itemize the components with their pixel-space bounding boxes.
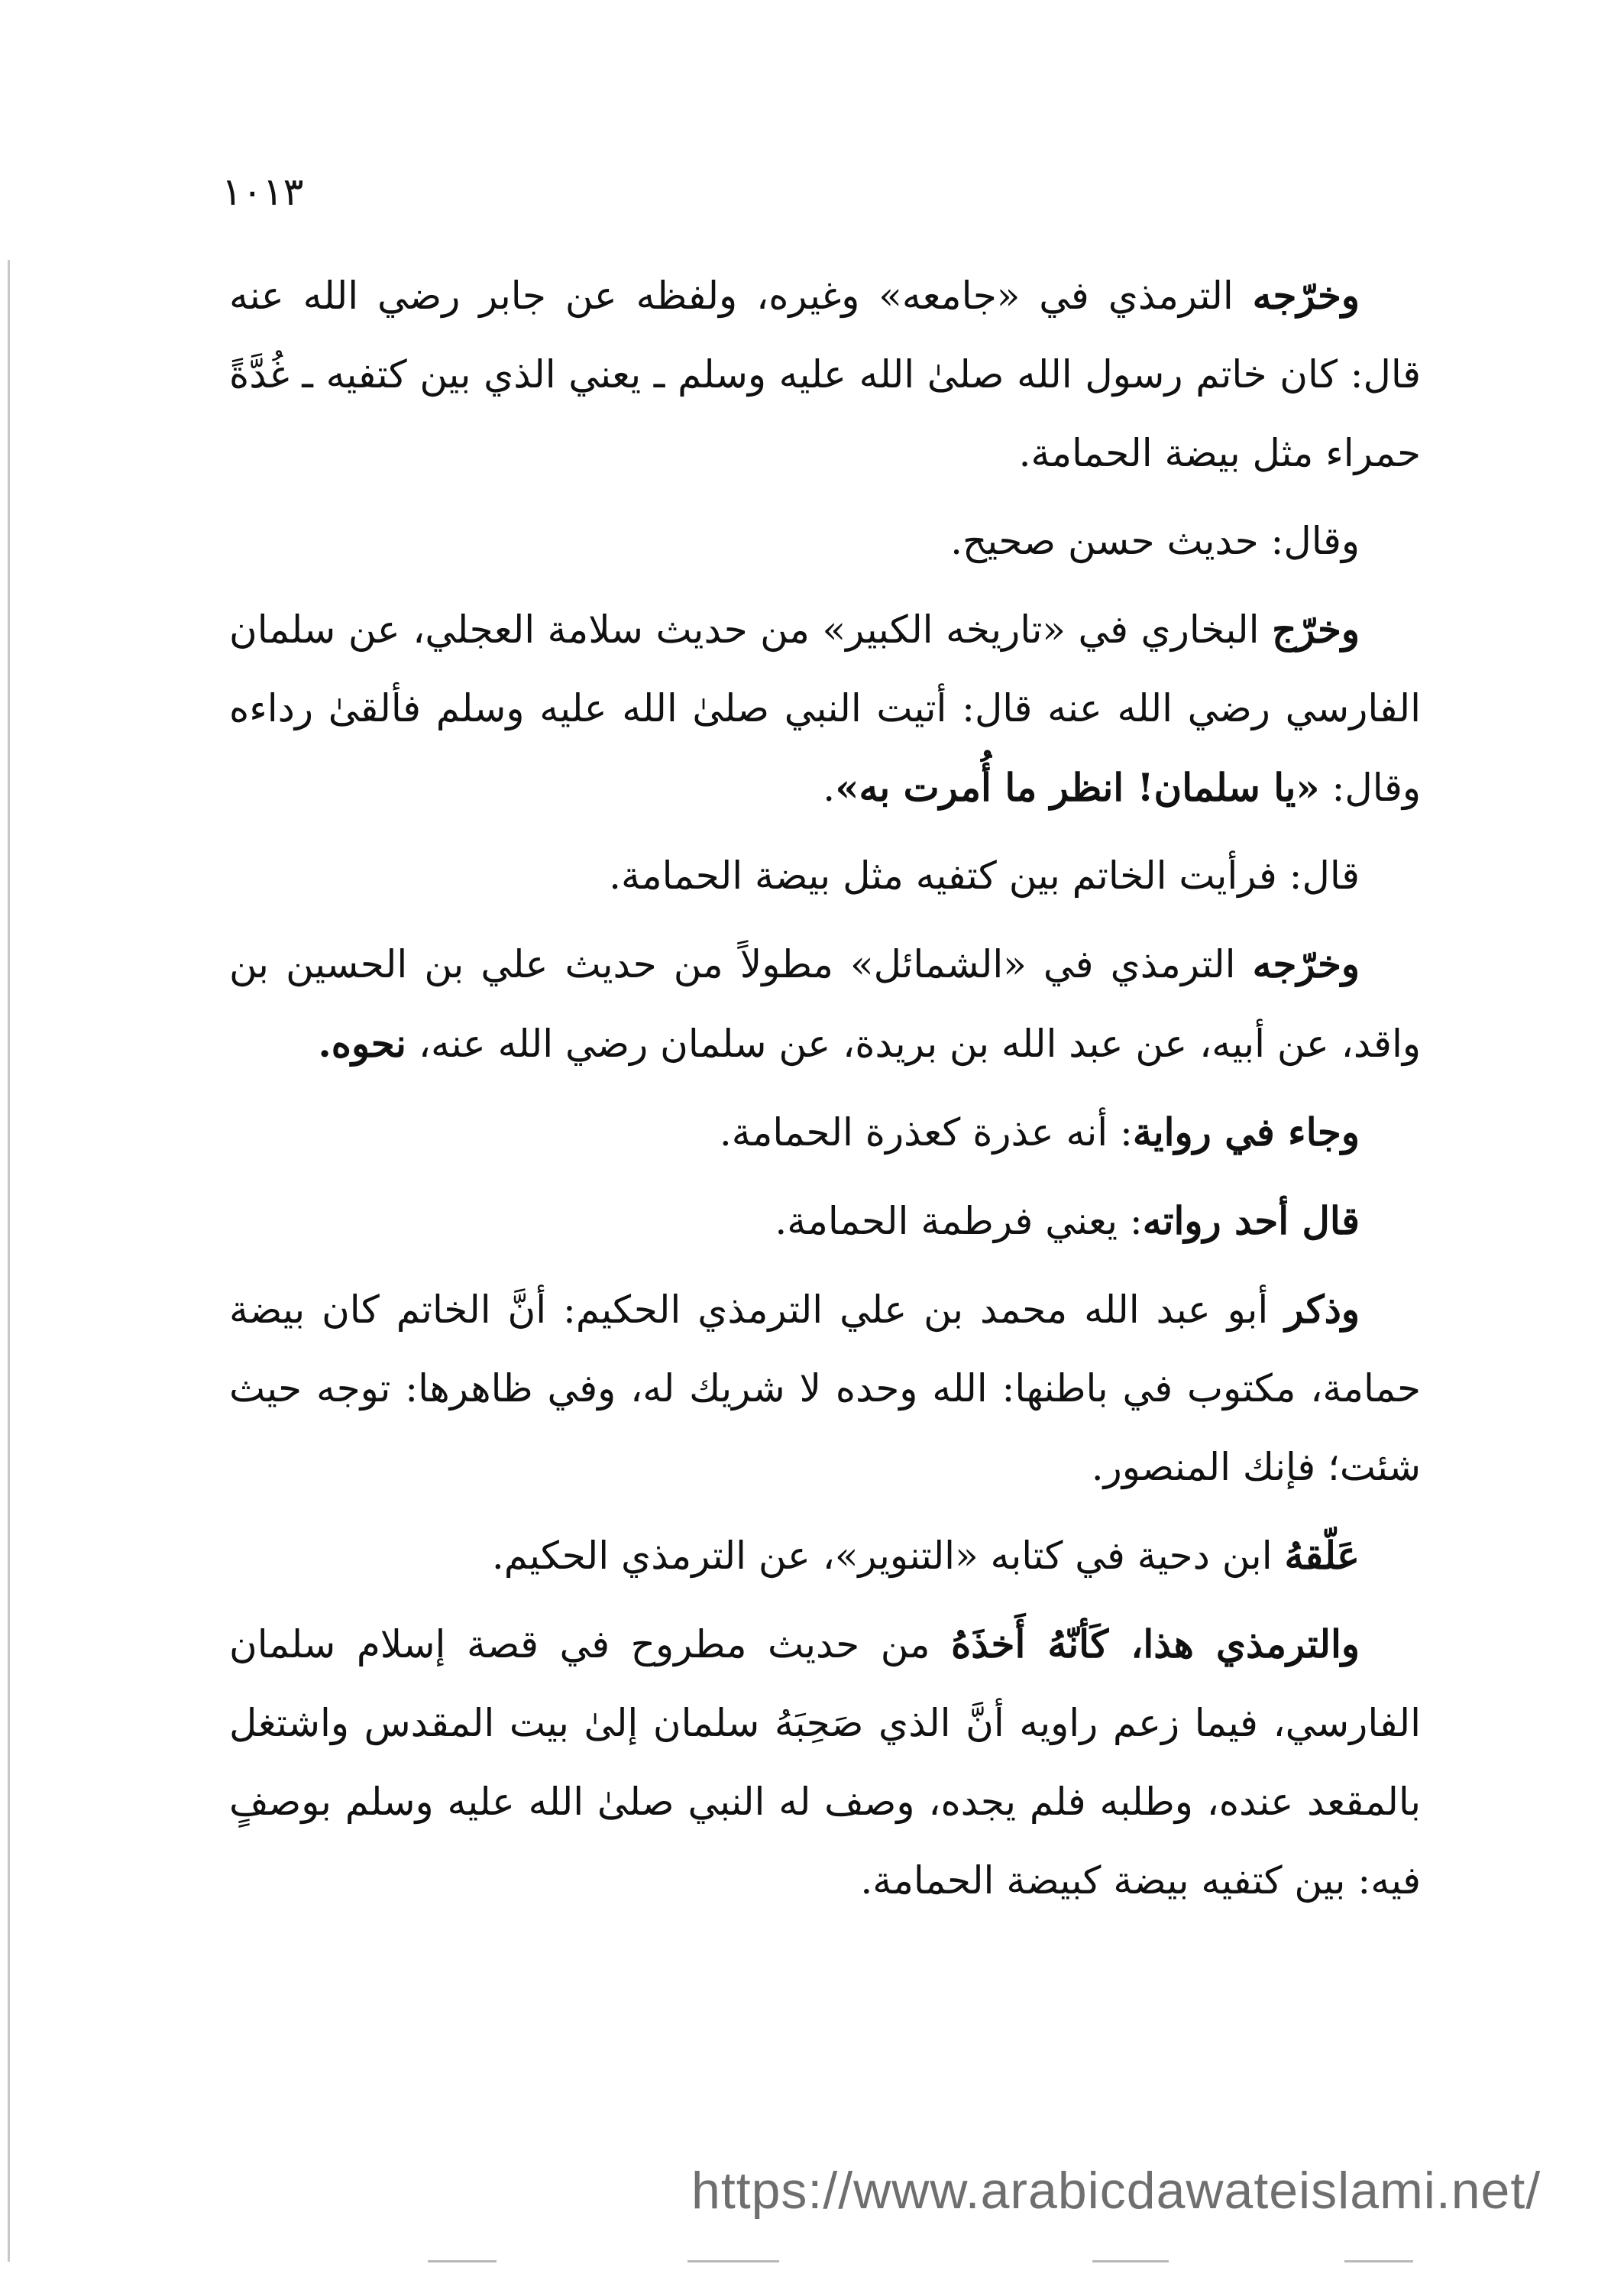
text-run: : يعني فرطمة الحمامة. xyxy=(775,1199,1143,1243)
paragraph xyxy=(229,1181,1421,1261)
bold-phrase: قال أحد رواته xyxy=(1142,1198,1360,1243)
text-run: الترمذي في «جامعه» وغيره، ولفظه عن جابر رضي الله عنه قال: كان خاتم رسول الله صلىٰ الله عليه وسلم ـ يعني الذي بين كتفيه ـ غُدَّةً حمراء مثل بيضة الحمامة. xyxy=(229,274,1421,475)
bold-phrase: والترمذي هذا، كَأنّهُ أَخذَهُ xyxy=(951,1621,1360,1666)
watermark-url: https://www.arabicdawateislami.net/ xyxy=(691,2162,1542,2220)
paragraph xyxy=(229,925,1421,1083)
text-run: الترمذي في «الشمائل» مطولاً من حديث علي بن الحسين بن واقد، عن أبيه، عن عبد الله بن بريدة، عن سلمان رضي الله عنه، xyxy=(229,942,1421,1066)
paragraph xyxy=(229,590,1421,828)
bold-phrase: وخرّج xyxy=(1272,607,1360,652)
paragraph xyxy=(229,837,1421,915)
bold-phrase: وخرّجه xyxy=(1252,273,1360,318)
bold-phrase: «يا سلمان! انظر ما أُمرت به» xyxy=(835,765,1320,810)
bottom-rule xyxy=(687,2260,779,2262)
text-run: أبو عبد الله محمد بن علي الترمذي الحكيم: أنَّ الخاتم كان بيضة حمامة، مكتوب في باطنها: الله وحده لا شريك له، وفي ظاهرها: توجه حيث شئت؛ فإنك المنصور. xyxy=(229,1287,1421,1489)
text-run: قال: فرأيت الخاتم بين كتفيه مثل بيضة الحمامة. xyxy=(609,853,1360,898)
page-number: ١٠١٣ xyxy=(222,170,304,214)
paragraph xyxy=(229,1093,1421,1172)
text-run: . xyxy=(823,766,836,810)
text-run: من حديث مطروح في قصة إسلام سلمان الفارسي، فيما زعم راويه أنَّ الذي صَحِبَهُ سلمان إلىٰ بيت المقدس واشتغل بالمقعد عنده، وطلبه فلم يجده، وصف له النبي صلىٰ الله عليه وسلم بوصفٍ فيه: بين كتفيه بيضة كبيضة الحمامة. xyxy=(229,1622,1421,1903)
bold-phrase: وجاء في رواية xyxy=(1132,1109,1360,1155)
bold-phrase: وذكر xyxy=(1285,1287,1360,1332)
text-run: البخاري في «تاريخه الكبير» من حديث سلامة العجلي، عن سلمان الفارسي رضي الله عنه قال: أتيت النبي صلىٰ الله عليه وسلم فألقىٰ رداءه وقال: xyxy=(229,607,1421,810)
bottom-rule xyxy=(1092,2260,1169,2262)
body-text xyxy=(229,256,1421,1929)
text-run: وقال: حديث حسن صحيح. xyxy=(950,519,1360,563)
bold-phrase: نحوه. xyxy=(318,1021,406,1066)
bottom-rule xyxy=(1344,2260,1413,2262)
scan-edge-line xyxy=(8,260,10,2262)
bottom-rule xyxy=(428,2260,497,2262)
bold-phrase: عَلّقهُ xyxy=(1284,1533,1360,1578)
paragraph xyxy=(229,1516,1421,1595)
text-run: : أنه عذرة كعذرة الحمامة. xyxy=(719,1110,1133,1155)
paragraph xyxy=(229,502,1421,581)
bold-phrase: وخرّجه xyxy=(1252,941,1360,986)
paragraph xyxy=(229,1270,1421,1507)
paragraph xyxy=(229,1605,1421,1920)
text-run: ابن دحية في كتابه «التنوير»، عن الترمذي الحكيم. xyxy=(491,1534,1285,1578)
paragraph xyxy=(229,256,1421,493)
